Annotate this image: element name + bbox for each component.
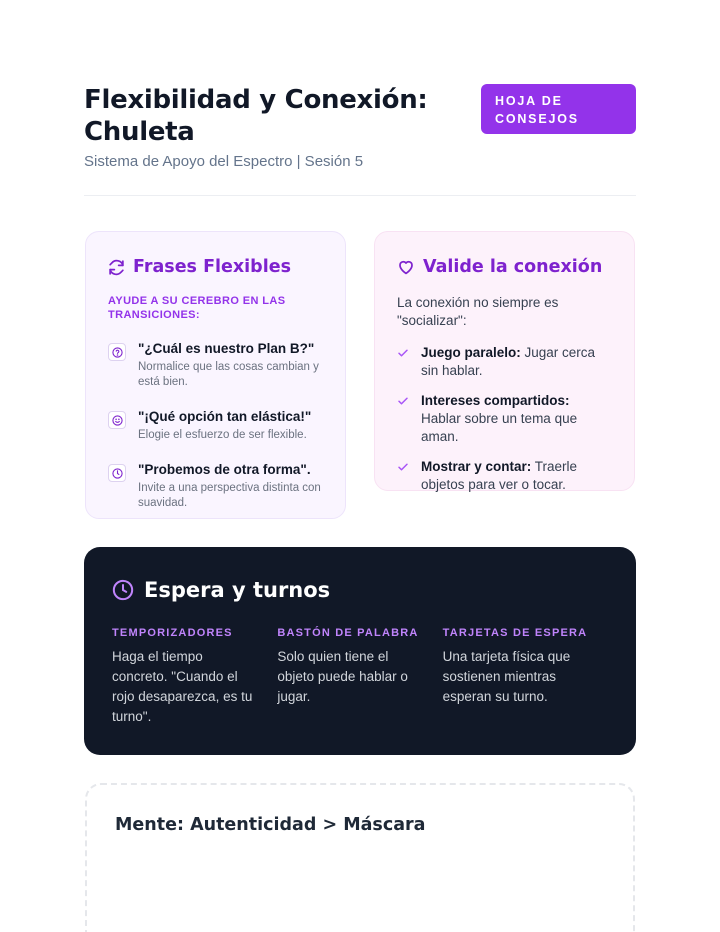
heart-icon (397, 258, 415, 276)
column-heading: BASTÓN DE PALABRA (277, 627, 419, 639)
page-header (84, 84, 636, 196)
flexible-phrases-title: Frases Flexibles (133, 257, 291, 277)
check-icon (397, 347, 409, 359)
waiting-columns (112, 626, 608, 727)
phrase-description: Elogie el esfuerzo de ser flexible. (138, 429, 307, 441)
validate-intro: La conexión no siempre es "socializar": (397, 295, 559, 328)
phrase-title: "¿Cuál es nuestro Plan B?" (138, 341, 315, 356)
waiting-turns-title: Espera y turnos (144, 578, 331, 602)
validate-item-text: Traerle objetos para ver o tocar. (421, 459, 578, 492)
waiting-column (277, 626, 442, 727)
phrase-item (108, 408, 323, 443)
refresh-icon (108, 259, 125, 276)
smile-icon (108, 411, 126, 429)
flexible-phrases-heading (108, 254, 323, 280)
waiting-column (112, 626, 277, 727)
waiting-turns-panel (84, 547, 636, 755)
column-heading: TARJETAS DE ESPERA (442, 627, 588, 639)
clock-icon (108, 464, 126, 482)
phrase-description: Normalice que las cosas cambian y está bien. (138, 361, 319, 388)
phrase-description: Invite a una perspectiva distinta con suavidad. (138, 482, 321, 509)
column-heading: TEMPORIZADORES (112, 627, 233, 639)
flexible-phrases-card (85, 231, 346, 519)
question-icon (108, 343, 126, 361)
validate-item-text: Jugar cerca sin hablar. (421, 345, 596, 378)
phrase-title: "¡Qué opción tan elástica!" (138, 409, 312, 424)
waiting-column (443, 626, 608, 727)
validate-connection-title: Valide la conexión (423, 257, 603, 277)
column-text: Una tarjeta física que sostienen mientras esperan su turno. (442, 649, 571, 704)
phrase-item (108, 340, 323, 390)
validate-connection-card (374, 231, 635, 491)
check-icon (397, 395, 409, 407)
column-text: Solo quien tiene el objeto puede hablar o jugar. (277, 649, 408, 704)
validate-item (397, 344, 612, 380)
mind-title: Mente: Autenticidad > Máscara (115, 815, 426, 835)
validate-connection-heading (397, 254, 612, 280)
phrase-item (108, 461, 323, 511)
validate-item (397, 392, 612, 446)
validate-item-label: Mostrar y contar: (421, 459, 532, 474)
waiting-turns-heading (112, 577, 608, 603)
validate-item-label: Juego paralelo: (421, 345, 521, 360)
tip-sheet-badge: HOJA DE CONSEJOS (481, 84, 636, 134)
phrase-title: "Probemos de otra forma". (138, 462, 311, 477)
page-title: Flexibilidad y Conexión: Chuleta (84, 85, 428, 147)
check-icon (397, 461, 409, 473)
column-text: Haga el tiempo concreto. "Cuando el rojo desaparezca, es tu turno". (112, 649, 253, 724)
validate-item (397, 458, 612, 494)
validate-item-text: Hablar sobre un tema que aman. (421, 411, 578, 444)
page-subtitle: Sistema de Apoyo del Espectro | Sesión 5 (84, 153, 364, 170)
mind-section (85, 783, 635, 932)
clock-icon (112, 579, 134, 601)
flexible-kicker: AYUDE A SU CEREBRO EN LAS TRANSICIONES: (108, 295, 286, 321)
validate-item-label: Intereses compartidos: (421, 393, 570, 408)
